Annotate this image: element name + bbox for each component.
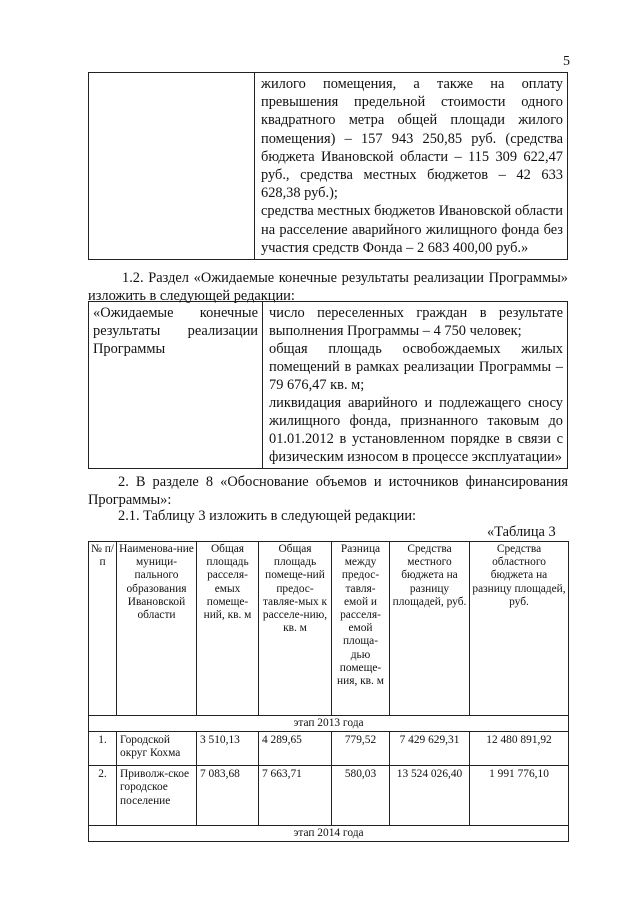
- page-number: 5: [563, 54, 570, 69]
- stage-2013: этап 2013 года: [89, 716, 569, 732]
- results-table: [88, 301, 568, 469]
- header-resettled-area: Общая площадь расселя-емых помеще-ний, кв. м: [197, 542, 259, 716]
- table-3: [88, 541, 569, 842]
- results-paragraph: общая площадь освобождаемых жилых помещений в рамках реализации Программы – 79 676,47 кв. м;: [269, 341, 563, 393]
- stage-row: [89, 826, 569, 842]
- results-table-values: [263, 302, 568, 469]
- funding-paragraph: средства местных бюджетов Ивановской области на расселение аварийного жилищного фонда без участия средств Фонда – 2 683 400,00 руб.»: [261, 203, 563, 256]
- table-row: [89, 732, 569, 766]
- row-local-budget: 13 524 026,40: [390, 766, 470, 826]
- row-area-difference: 580,03: [332, 766, 390, 826]
- results-paragraph: число переселенных граждан в результате выполнения Программы – 4 750 человек;: [269, 305, 563, 339]
- header-local-budget: Средства местного бюджета на разницу площадей, руб.: [390, 542, 470, 716]
- stage-row: [89, 716, 569, 732]
- header-regional-budget: Средства областного бюджета на разницу площадей, руб.: [470, 542, 569, 716]
- section-2-1-text: 2.1. Таблицу 3 изложить в следующей редакции:: [118, 508, 417, 524]
- funding-table-right-cell: [255, 73, 568, 260]
- stage-2014: этап 2014 года: [89, 826, 569, 842]
- table-3-header-row: [89, 542, 569, 716]
- header-number: № п/п: [89, 542, 117, 716]
- header-municipality: Наименова-ние муници-пального образования Ивановской области: [117, 542, 197, 716]
- row-regional-budget: 1 991 776,10: [470, 766, 569, 826]
- table-caption: «Таблица 3: [487, 524, 556, 540]
- row-area-difference: 779,52: [332, 732, 390, 766]
- funding-paragraph: жилого помещения, а также на оплату превышения предельной стоимости одного квадратного метра общей площади жилого помещения) – 157 943 250,85 руб. (средства бюджета Ивановской области – 115 309 622,47 руб., средства местных бюджетов – 42 633 628,38 руб.);: [261, 76, 563, 202]
- row-municipality: Приволж-ское городское поселение: [117, 766, 197, 826]
- row-provided-area: 7 663,71: [259, 766, 332, 826]
- funding-table-left-cell: [89, 73, 255, 260]
- row-local-budget: 7 429 629,31: [390, 732, 470, 766]
- row-number: 1.: [89, 732, 117, 766]
- row-resettled-area: 7 083,68: [197, 766, 259, 826]
- row-provided-area: 4 289,65: [259, 732, 332, 766]
- header-area-difference: Разница между предос-тавля-емой и расселя-емой площа-дью помеще-ния, кв. м: [332, 542, 390, 716]
- row-municipality: Городской округ Кохма: [117, 732, 197, 766]
- row-number: 2.: [89, 766, 117, 826]
- header-provided-area: Общая площадь помеще-ний предос-тавляе-мых к расселе-нию, кв. м: [259, 542, 332, 716]
- funding-table-continuation: [88, 72, 568, 260]
- results-paragraph: ликвидация аварийного и подлежащего сносу жилищного фонда, признанного таковым до 01.01.2012 в установленном порядке в связи с физическим износом в процессе эксплуатации»: [269, 395, 563, 465]
- row-resettled-area: 3 510,13: [197, 732, 259, 766]
- table-row: [89, 766, 569, 826]
- section-1-2-text: 1.2. Раздел «Ожидаемые конечные результаты реализации Программы» изложить в следующей редакции:: [88, 270, 568, 304]
- results-table-title: «Ожидаемые конечные результаты реализации Программы: [89, 302, 263, 469]
- section-2-text: 2. В разделе 8 «Обоснование объемов и источников финансирования Программы»:: [88, 474, 568, 508]
- row-regional-budget: 12 480 891,92: [470, 732, 569, 766]
